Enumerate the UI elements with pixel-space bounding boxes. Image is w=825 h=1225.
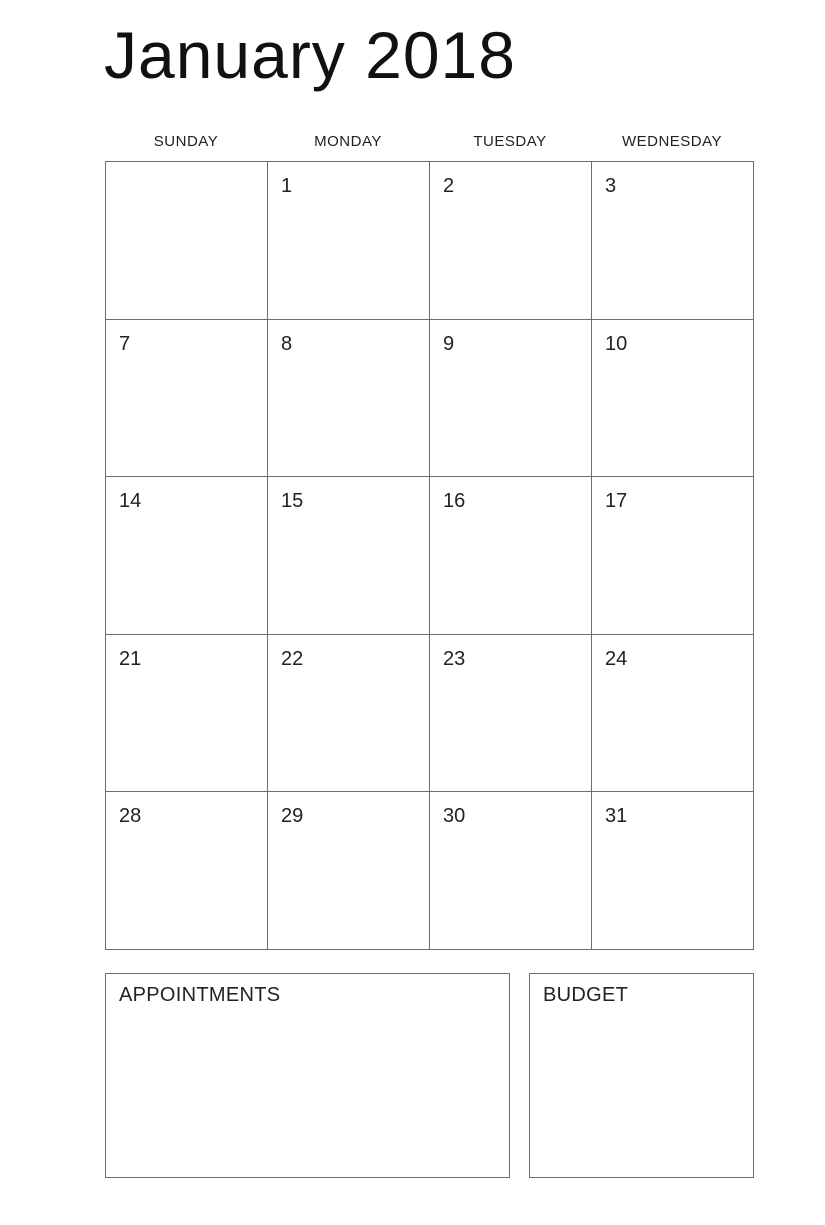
day-cell[interactable] xyxy=(592,162,754,320)
day-cell[interactable] xyxy=(592,792,754,950)
weekday-header-sunday: SUNDAY xyxy=(153,133,219,150)
day-cell[interactable] xyxy=(106,162,268,320)
budget-label: BUDGET xyxy=(543,984,629,1006)
day-cell[interactable] xyxy=(592,635,754,793)
day-number: 21 xyxy=(119,647,142,670)
budget-box[interactable] xyxy=(529,973,754,1178)
day-number: 10 xyxy=(605,332,628,355)
day-number: 23 xyxy=(443,647,466,670)
day-cell[interactable] xyxy=(592,320,754,478)
day-number: 31 xyxy=(605,805,628,828)
day-cell[interactable] xyxy=(430,477,592,635)
day-cell[interactable] xyxy=(268,792,430,950)
day-cell[interactable] xyxy=(430,320,592,478)
day-number: 9 xyxy=(443,332,455,355)
day-number: 14 xyxy=(119,490,142,513)
day-number: 15 xyxy=(281,490,304,513)
day-cell[interactable] xyxy=(268,477,430,635)
day-cell[interactable] xyxy=(106,477,268,635)
day-cell[interactable] xyxy=(106,635,268,793)
day-cell[interactable] xyxy=(268,320,430,478)
day-cell[interactable] xyxy=(430,635,592,793)
day-cell[interactable] xyxy=(268,162,430,320)
weekday-header-monday: MONDAY xyxy=(314,133,382,150)
day-number: 28 xyxy=(119,805,142,828)
weekday-header-tuesday: TUESDAY xyxy=(473,133,547,150)
day-cell[interactable] xyxy=(430,162,592,320)
day-number: 2 xyxy=(443,175,455,197)
weekday-header-row xyxy=(105,131,753,153)
appointments-label: APPOINTMENTS xyxy=(119,984,281,1006)
day-number: 16 xyxy=(443,490,466,513)
day-number: 8 xyxy=(281,332,293,355)
day-number: 29 xyxy=(281,805,304,828)
day-cell[interactable] xyxy=(592,477,754,635)
page-title: January 2018 xyxy=(104,18,516,92)
calendar-grid xyxy=(105,161,754,950)
day-number: 3 xyxy=(605,175,617,197)
day-cell[interactable] xyxy=(268,635,430,793)
day-cell[interactable] xyxy=(106,792,268,950)
day-number: 1 xyxy=(281,175,293,197)
weekday-header-wednesday: WEDNESDAY xyxy=(621,133,723,150)
day-number: 22 xyxy=(281,647,304,670)
day-number: 24 xyxy=(605,647,628,670)
day-number: 17 xyxy=(605,490,628,513)
day-number: 30 xyxy=(443,805,466,828)
day-cell[interactable] xyxy=(106,320,268,478)
appointments-box[interactable] xyxy=(105,973,510,1178)
day-cell[interactable] xyxy=(430,792,592,950)
day-number: 7 xyxy=(119,332,131,355)
